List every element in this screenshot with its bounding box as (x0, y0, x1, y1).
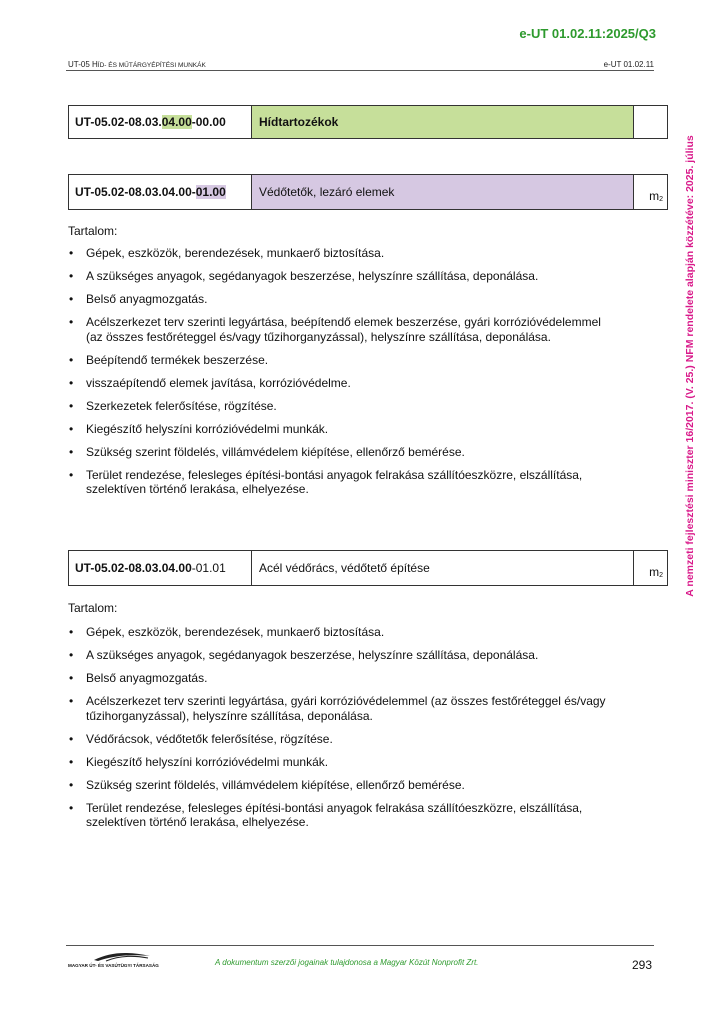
page-number: 293 (631, 958, 652, 972)
list-item: • Védőrácsok, védőtetők felerősítése, rögzítése. (68, 732, 608, 747)
item-unit: m $_2$ (649, 565, 663, 579)
item-title: Védőtetők, lezáró elemek (252, 175, 634, 209)
list-item: • Acélszerkezet terv szerinti legyártása, beépítendő elemek beszerzése, gyári korrózióvédelemmel (az összes festőréteggel és/vagy tűzihorganyzással), helyszínre szállítása, deponálása. (68, 315, 608, 344)
item-unit: m $_2$ (649, 189, 663, 203)
list-item: • Acélszerkezet terv szerinti legyártása, gyári korrózióvédelemmel (az összes festőréteggel és/vagy tűzihorganyzással), helyszínre szállítása, deponálása. (68, 694, 608, 723)
header-rule (66, 70, 654, 71)
item-code (69, 551, 252, 585)
header-left-prefix: UT-05 H (68, 60, 98, 69)
item-box-hidtartozekok (68, 105, 668, 139)
section-label: Tartalom: (68, 601, 118, 615)
item-code-part: UT-05.02-08.03.04.00 (75, 561, 192, 575)
item-box-vedotetok (68, 174, 668, 210)
running-header-right: e-UT 01.02.11 (603, 60, 654, 69)
list-item: • Gépek, eszközök, berendezések, munkaerő biztosítása. (68, 625, 608, 640)
document-id: e-UT 01.02.11:2025/Q3 (519, 26, 656, 41)
copyright-notice: A dokumentum szerzői jogainak tulajdonosa a Magyar Közút Nonprofit Zrt. (215, 958, 479, 967)
item-unit-empty (634, 106, 667, 138)
road-swoosh-icon (92, 950, 152, 962)
list-item: • Terület rendezése, felesleges építési-bontási anyagok felrakása szállítóeszközre, elszállítása, szelektíven történő lerakása, elhelyezése. (68, 468, 608, 497)
item-code (69, 106, 252, 138)
item-title: Hídtartozékok (252, 106, 634, 138)
item-code-highlight: 01.00 (195, 185, 226, 199)
section-label: Tartalom: (68, 224, 118, 238)
item-title: Acél védőrács, védőtető építése (252, 551, 634, 585)
item-code-part: UT-05.02-08.03. (75, 115, 162, 129)
footer-rule (66, 945, 654, 946)
item-code-part: -01.01 (191, 561, 226, 575)
organization-logo (68, 950, 160, 972)
list-item: • Kiegészítő helyszíni korrózióvédelmi munkák. (68, 755, 608, 770)
list-item: • Szerkezetek felerősítése, rögzítése. (68, 399, 608, 414)
publication-side-note: A nemzeti fejlesztési miniszter 16/2017. (V. 25.) NFM rendelete alapján közzétéve: 2025. július (684, 135, 696, 597)
list-item: • Szükség szerint földelés, villámvédelem kiépítése, ellenőrző bemérése. (68, 778, 608, 793)
header-left-smallcaps: ÍD- ÉS MŰTÁRGYÉPÍTÉSI MUNKÁK (97, 62, 206, 69)
list-item: • Gépek, eszközök, berendezések, munkaerő biztosítása. (68, 246, 608, 261)
list-item: • Beépítendő termékek beszerzése. (68, 353, 608, 368)
content-list (68, 246, 608, 505)
list-item: • Kiegészítő helyszíni korrózióvédelmi munkák. (68, 422, 608, 437)
item-code-part: -00.00 (191, 115, 226, 129)
list-item: • Belső anyagmozgatás. (68, 671, 608, 686)
list-item: • Szükség szerint földelés, villámvédelem kiépítése, ellenőrző bemérése. (68, 445, 608, 460)
item-box-acel-vedoracs (68, 550, 668, 586)
item-code-highlight: 04.00 (161, 115, 192, 129)
content-list (68, 625, 608, 838)
list-item: • A szükséges anyagok, segédanyagok beszerzése, helyszínre szállítása, deponálása. (68, 269, 608, 284)
list-item: • Belső anyagmozgatás. (68, 292, 608, 307)
logo-text: MAGYAR ÚT- ÉS VASÚTÜGYI TÁRSASÁG (68, 963, 159, 968)
item-code-part: UT-05.02-08.03.04.00- (75, 185, 196, 199)
list-item: • Terület rendezése, felesleges építési-bontási anyagok felrakása szállítóeszközre, elszállítása, szelektíven történő lerakása, elhelyezése. (68, 801, 608, 830)
list-item: • visszaépítendő elemek javítása, korrózióvédelme. (68, 376, 608, 391)
running-header-left (68, 60, 206, 69)
list-item: • A szükséges anyagok, segédanyagok beszerzése, helyszínre szállítása, deponálása. (68, 648, 608, 663)
item-code (69, 175, 252, 209)
